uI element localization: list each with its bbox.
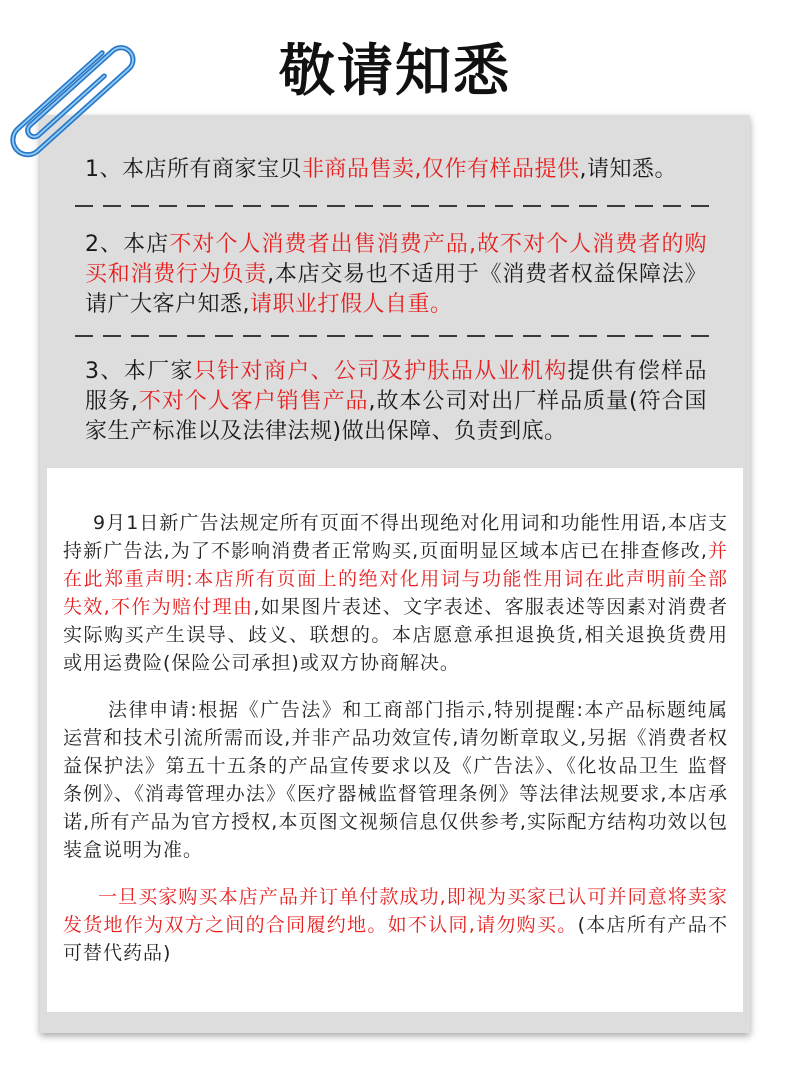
notice-text: ,本店交易也不适用于《消费者权益保障法》请广大客户知悉, [85,262,707,317]
disclaimer-text-highlight: 一旦买家购买本店产品并订单付款成功,即视为买家已认可并同意将卖家发货地作为双方之间的合同履约地。如不认同,请勿购买。 [63,886,728,936]
notice-item-3 [85,357,707,447]
disclaimer-paragraph-legal [63,696,728,864]
paperclip-icon [0,30,150,172]
disclaimer-body [63,509,728,986]
notice-text-highlight: 只针对商户、公司及护肤品从业机构 [193,359,568,384]
notice-text: 1、本店所有商家宝贝 [85,157,302,182]
notice-text: 3、本厂家 [85,359,194,384]
notice-text-highlight: 非商品售卖,仅作有样品提供 [302,157,580,182]
disclaimer-text: ,如果图片表述、文字表述、客服表述等因素对消费者实际购买产生误导、歧义、联想的。本店愿意承担退换货,相关退换货费用或用运费险(保险公司承担)或双方协商解决。 [63,596,729,674]
disclaimer-text-highlight: 并在此郑重声明:本店所有页面上的绝对化用词与功能性用词在此声明前全部失效,不作为赔付理由 [63,540,728,618]
disclaimer-text: 9月1日新广告法规定所有页面不得出现绝对化用词和功能性用语,本店支持新广告法,为了不影响消费者正常购买,页面明显区域本店已在排查修改, [63,512,728,562]
notice-text-highlight: 不对个人消费者出售消费产品,故不对个人消费者的购买和消费行为负责 [85,232,708,287]
notice-item-2 [85,230,707,320]
dashed-divider [75,335,718,337]
notice-text: ,请知悉。 [579,157,677,182]
notice-text: 提供有偿样品服务, [85,359,707,414]
disclaimer-text: (本店所有产品不可替代药品) [63,914,728,964]
disclaimer-paragraph-ad-law [63,509,728,677]
disclaimer-paragraph-contract [63,883,728,967]
notice-text: 2、本店 [85,232,170,257]
notice-panel [40,115,750,1033]
notice-text: ,故本公司对出厂样品质量(符合国家生产标准以及法律法规)做出保障、负责到底。 [85,389,707,444]
page-title: 敬请知悉 [279,39,511,104]
notice-text-highlight: 请职业打假人自重。 [250,292,453,317]
notice-text-highlight: 不对个人客户销售产品 [138,389,369,414]
disclaimer-text: 法律申请:根据《广告法》和工商部门指示,特别提醒:本产品标题纯属运营和技术引流所需而设,并非产品功效宣传,请勿断章取义,另据《消费者权益保护法》第五十五条的产品宣传要求以及《广告法》、《化妆品卫生 监督条例》、《消毒管理办法》《医疗器械监督管理条例》等法律法规要求,本店承诺,所有产品为官方授权,本页图文视频信息仅供参考,实际配方结构功效以包装盒说明为准。 [63,699,728,861]
dashed-divider [75,205,718,207]
notice-item-1 [85,155,707,185]
disclaimer-box [47,468,743,1012]
